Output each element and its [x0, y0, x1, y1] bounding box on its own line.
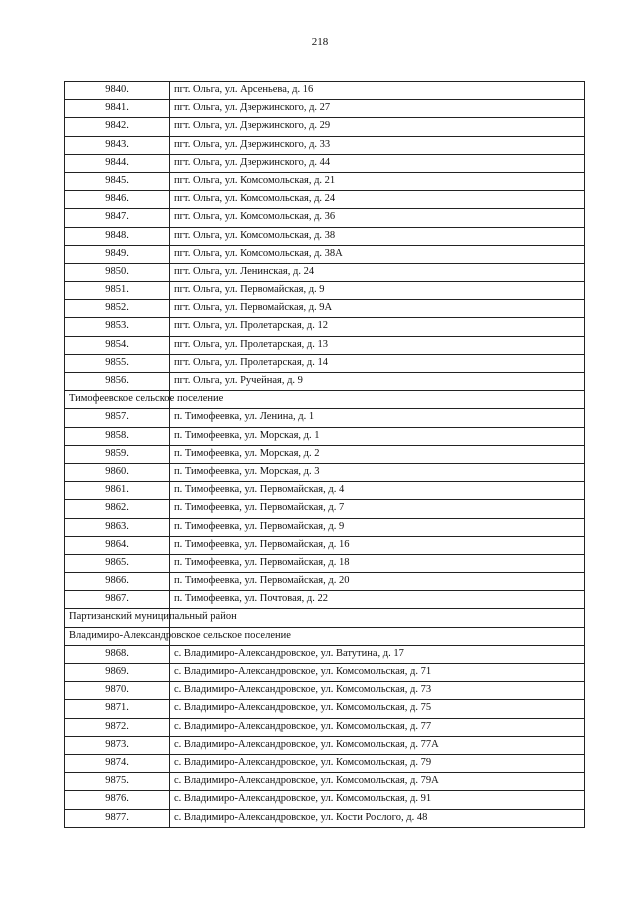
- entry-number: 9842.: [65, 118, 170, 136]
- table-row: [65, 591, 585, 609]
- table-row: [65, 482, 585, 500]
- entry-address: п. Тимофеевка, ул. Морская, д. 1: [170, 427, 585, 445]
- table-row: [65, 718, 585, 736]
- table-row: [65, 136, 585, 154]
- table-row: [65, 172, 585, 190]
- table-row: [65, 336, 585, 354]
- entry-number: 9841.: [65, 100, 170, 118]
- entry-number: 9868.: [65, 645, 170, 663]
- entry-number: 9843.: [65, 136, 170, 154]
- table-row: [65, 554, 585, 572]
- page-number: 218: [311, 36, 329, 48]
- section-empty-cell: [170, 391, 585, 409]
- entry-address: пгт. Ольга, ул. Арсеньева, д. 16: [170, 82, 585, 100]
- table-row: [65, 354, 585, 372]
- entry-number: 9857.: [65, 409, 170, 427]
- entry-number: 9869.: [65, 664, 170, 682]
- entry-address: пгт. Ольга, ул. Дзержинского, д. 44: [170, 154, 585, 172]
- table-row: [65, 809, 585, 827]
- table-row: [65, 463, 585, 481]
- entry-number: 9840.: [65, 82, 170, 100]
- entry-number: 9865.: [65, 554, 170, 572]
- entry-number: 9860.: [65, 463, 170, 481]
- table-row: [65, 645, 585, 663]
- entry-number: 9848.: [65, 227, 170, 245]
- table-row: [65, 263, 585, 281]
- entry-address: пгт. Ольга, ул. Дзержинского, д. 29: [170, 118, 585, 136]
- entry-address: пгт. Ольга, ул. Пролетарская, д. 14: [170, 354, 585, 372]
- entry-number: 9858.: [65, 427, 170, 445]
- entry-address: с. Владимиро-Александровское, ул. Комсомольская, д. 79А: [170, 773, 585, 791]
- entry-address: пгт. Ольга, ул. Комсомольская, д. 36: [170, 209, 585, 227]
- table-row: [65, 664, 585, 682]
- table-row: [65, 154, 585, 172]
- entry-number: 9847.: [65, 209, 170, 227]
- entry-number: 9875.: [65, 773, 170, 791]
- table-row: [65, 773, 585, 791]
- entry-address: пгт. Ольга, ул. Пролетарская, д. 12: [170, 318, 585, 336]
- entry-number: 9851.: [65, 282, 170, 300]
- entry-address: п. Тимофеевка, ул. Первомайская, д. 20: [170, 573, 585, 591]
- entry-address: с. Владимиро-Александровское, ул. Комсомольская, д. 77: [170, 718, 585, 736]
- entry-address: пгт. Ольга, ул. Комсомольская, д. 38А: [170, 245, 585, 263]
- entry-address: пгт. Ольга, ул. Первомайская, д. 9: [170, 282, 585, 300]
- table-row: [65, 318, 585, 336]
- entry-address: пгт. Ольга, ул. Дзержинского, д. 27: [170, 100, 585, 118]
- table-row: [65, 82, 585, 100]
- entry-address: пгт. Ольга, ул. Комсомольская, д. 21: [170, 172, 585, 190]
- entry-address: пгт. Ольга, ул. Ленинская, д. 24: [170, 263, 585, 281]
- entry-number: 9861.: [65, 482, 170, 500]
- entry-number: 9849.: [65, 245, 170, 263]
- table-row: [65, 373, 585, 391]
- entry-number: 9863.: [65, 518, 170, 536]
- entry-number: 9866.: [65, 573, 170, 591]
- section-label: Владимиро-Александровское сельское поселение: [65, 627, 170, 645]
- entry-number: 9854.: [65, 336, 170, 354]
- entry-address: п. Тимофеевка, ул. Морская, д. 2: [170, 445, 585, 463]
- entry-address: с. Владимиро-Александровское, ул. Комсомольская, д. 79: [170, 754, 585, 772]
- entry-number: 9872.: [65, 718, 170, 736]
- entry-number: 9873.: [65, 736, 170, 754]
- entry-address: п. Тимофеевка, ул. Первомайская, д. 7: [170, 500, 585, 518]
- address-table-body: [65, 82, 585, 828]
- entry-address: п. Тимофеевка, ул. Морская, д. 3: [170, 463, 585, 481]
- table-row: [65, 209, 585, 227]
- section-header-row: [65, 627, 585, 645]
- entry-number: 9852.: [65, 300, 170, 318]
- entry-number: 9874.: [65, 754, 170, 772]
- entry-address: пгт. Ольга, ул. Дзержинского, д. 33: [170, 136, 585, 154]
- entry-number: 9876.: [65, 791, 170, 809]
- entry-number: 9877.: [65, 809, 170, 827]
- entry-number: 9855.: [65, 354, 170, 372]
- table-row: [65, 700, 585, 718]
- table-row: [65, 245, 585, 263]
- entry-address: пгт. Ольга, ул. Первомайская, д. 9А: [170, 300, 585, 318]
- entry-number: 9853.: [65, 318, 170, 336]
- entry-number: 9862.: [65, 500, 170, 518]
- entry-number: 9864.: [65, 536, 170, 554]
- table-row: [65, 100, 585, 118]
- table-row: [65, 445, 585, 463]
- entry-number: 9844.: [65, 154, 170, 172]
- entry-address: п. Тимофеевка, ул. Ленина, д. 1: [170, 409, 585, 427]
- entry-address: с. Владимиро-Александровское, ул. Комсомольская, д. 91: [170, 791, 585, 809]
- table-row: [65, 573, 585, 591]
- entry-address: пгт. Ольга, ул. Ручейная, д. 9: [170, 373, 585, 391]
- section-header-row: [65, 391, 585, 409]
- table-row: [65, 682, 585, 700]
- table-row: [65, 500, 585, 518]
- section-header-row: [65, 609, 585, 627]
- entry-address: п. Тимофеевка, ул. Почтовая, д. 22: [170, 591, 585, 609]
- table-row: [65, 536, 585, 554]
- entry-address: пгт. Ольга, ул. Комсомольская, д. 24: [170, 191, 585, 209]
- section-label: Тимофеевское сельское поселение: [65, 391, 170, 409]
- entry-address: с. Владимиро-Александровское, ул. Ватутина, д. 17: [170, 645, 585, 663]
- address-table: [64, 81, 585, 828]
- entry-number: 9871.: [65, 700, 170, 718]
- entry-address: п. Тимофеевка, ул. Первомайская, д. 4: [170, 482, 585, 500]
- entry-number: 9845.: [65, 172, 170, 190]
- table-row: [65, 191, 585, 209]
- table-row: [65, 427, 585, 445]
- entry-address: п. Тимофеевка, ул. Первомайская, д. 18: [170, 554, 585, 572]
- entry-address: п. Тимофеевка, ул. Первомайская, д. 16: [170, 536, 585, 554]
- entry-number: 9867.: [65, 591, 170, 609]
- table-row: [65, 300, 585, 318]
- entry-address: с. Владимиро-Александровское, ул. Кости Рослого, д. 48: [170, 809, 585, 827]
- entry-address: с. Владимиро-Александровское, ул. Комсомольская, д. 77А: [170, 736, 585, 754]
- entry-number: 9856.: [65, 373, 170, 391]
- entry-address: с. Владимиро-Александровское, ул. Комсомольская, д. 73: [170, 682, 585, 700]
- entry-number: 9870.: [65, 682, 170, 700]
- entry-address: с. Владимиро-Александровское, ул. Комсомольская, д. 75: [170, 700, 585, 718]
- table-row: [65, 736, 585, 754]
- entry-address: пгт. Ольга, ул. Комсомольская, д. 38: [170, 227, 585, 245]
- entry-number: 9859.: [65, 445, 170, 463]
- table-row: [65, 518, 585, 536]
- table-row: [65, 282, 585, 300]
- entry-address: п. Тимофеевка, ул. Первомайская, д. 9: [170, 518, 585, 536]
- table-row: [65, 227, 585, 245]
- table-row: [65, 791, 585, 809]
- entry-number: 9850.: [65, 263, 170, 281]
- table-row: [65, 118, 585, 136]
- entry-address: пгт. Ольга, ул. Пролетарская, д. 13: [170, 336, 585, 354]
- section-label: Партизанский муниципальный район: [65, 609, 170, 627]
- table-row: [65, 754, 585, 772]
- entry-address: с. Владимиро-Александровское, ул. Комсомольская, д. 71: [170, 664, 585, 682]
- entry-number: 9846.: [65, 191, 170, 209]
- table-row: [65, 409, 585, 427]
